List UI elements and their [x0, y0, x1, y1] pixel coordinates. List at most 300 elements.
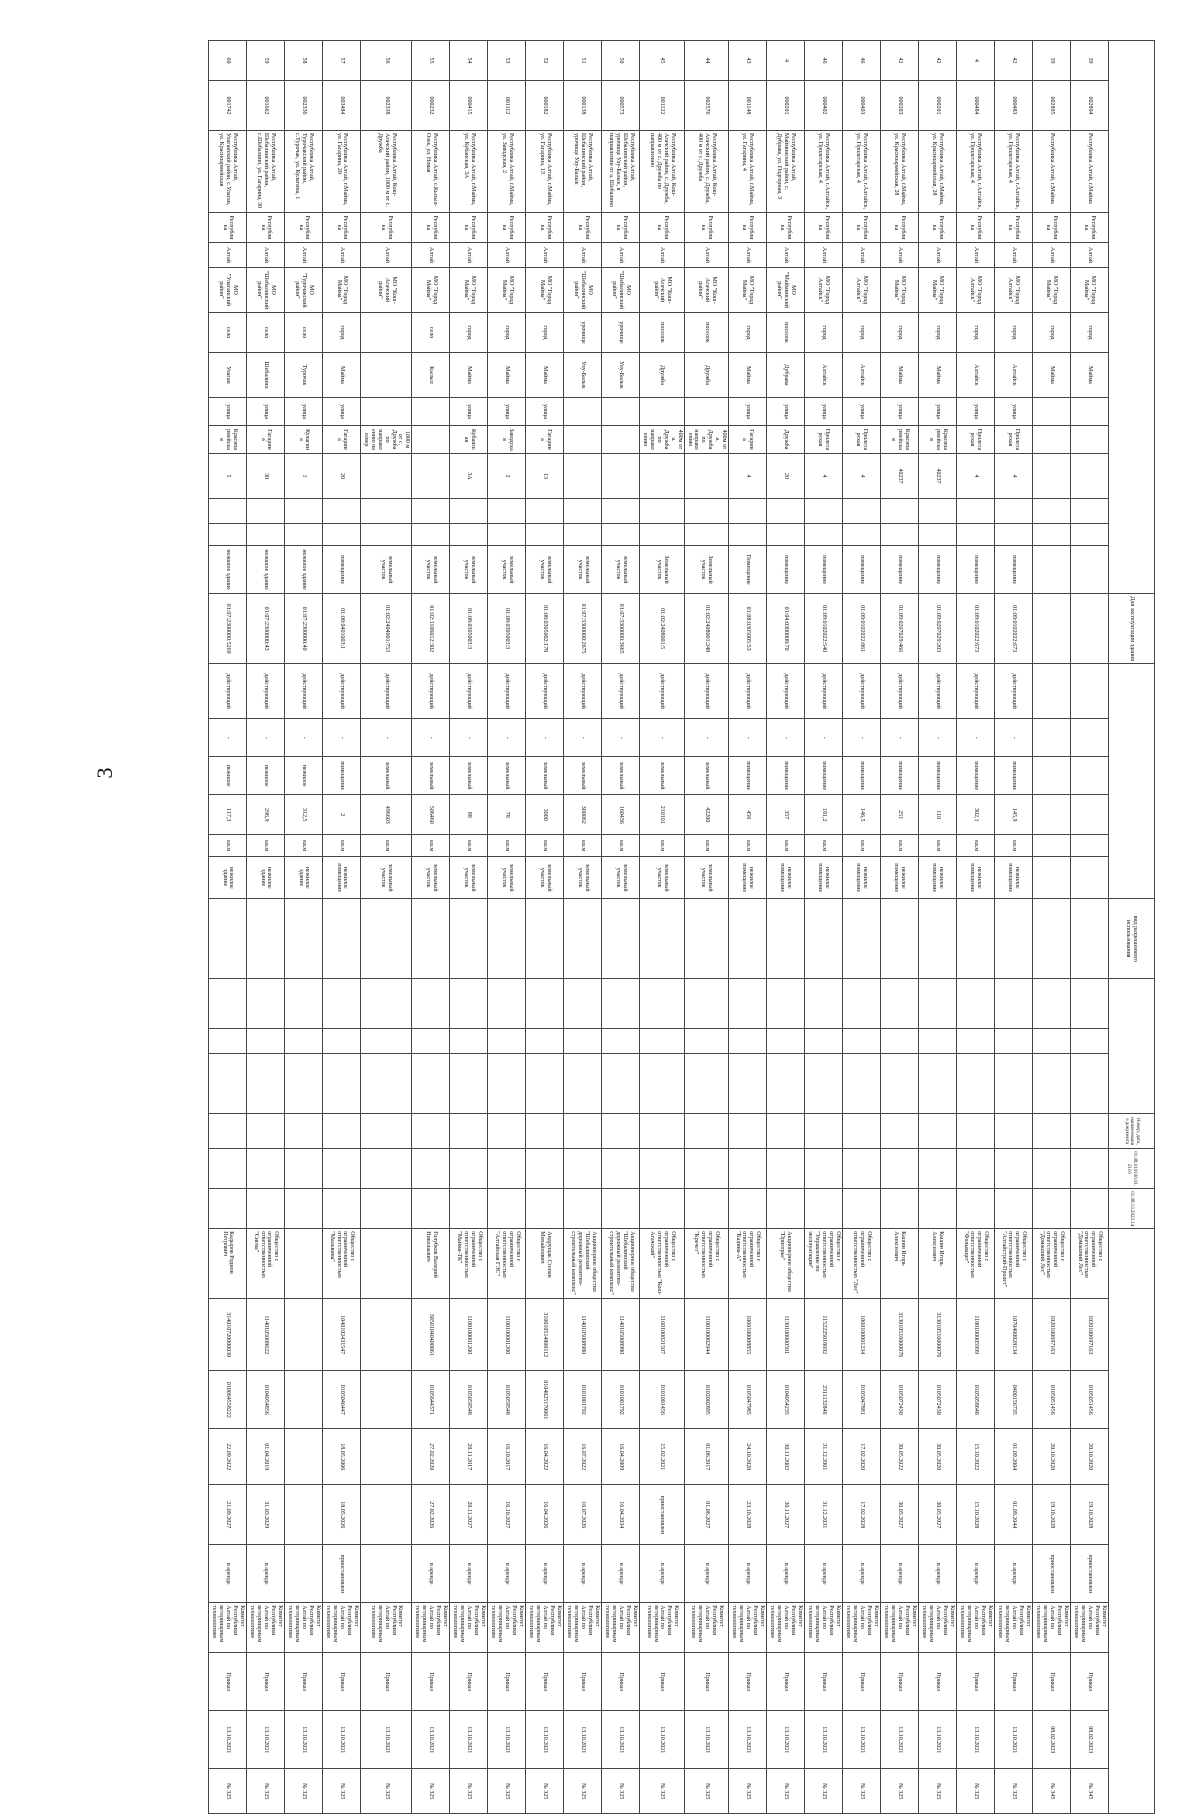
cell-n: 57: [323, 41, 361, 81]
cell-code: 001148: [729, 81, 767, 131]
cell-area_unit: [1033, 757, 1071, 795]
cell-city: Майма: [881, 353, 919, 398]
cell-date: 13.10.2021: [767, 1711, 805, 1769]
cell-obj: земельный участок: [361, 546, 412, 594]
cell-org: Комитет Республики Алтай по ветеринарным технологиям: [957, 1603, 995, 1653]
cell-areatype: кв.м: [526, 835, 564, 857]
empty-cell: [209, 1114, 247, 1149]
empty-cell: [767, 1029, 805, 1054]
cell-use: нежилое помещение: [881, 857, 919, 899]
cell-owner: Акционерное общество "Шебалинский дорожный ремонтно-строительный комплекс": [564, 1229, 602, 1299]
cell-area1: -: [323, 719, 361, 757]
cell-area: 456: [729, 795, 767, 835]
property-register-table: [208, 40, 1155, 1814]
cell-mo: МО "Город Майма": [1071, 268, 1109, 313]
empty-cell: [412, 1114, 450, 1149]
cell-term: в аренде: [767, 1545, 805, 1603]
cell-ogrn: [285, 1299, 323, 1371]
cell-no: № 325: [247, 1769, 285, 1814]
empty-cell: [412, 1149, 450, 1189]
empty-cell: [526, 1029, 564, 1054]
empty-cell: [805, 899, 843, 979]
cell-ogrn: 1100100001200: [450, 1299, 488, 1371]
cell-code: 000402: [805, 81, 843, 131]
cell-date: 13.10.2021: [412, 1711, 450, 1769]
empty-cell: [361, 1189, 412, 1229]
empty-cell: [1033, 899, 1071, 979]
cell-inn: 0105047985: [729, 1371, 767, 1429]
cell-stype: город: [1071, 313, 1109, 353]
cell-rep: Республика: [247, 213, 285, 243]
cell-street: [640, 454, 684, 499]
cell-no: № 325: [323, 1769, 361, 1814]
cell-reg: Алтай: [285, 243, 323, 268]
cell-code: 000201: [767, 81, 805, 131]
cell-no: № 325: [412, 1769, 450, 1814]
cell-d1: 30.11.2002: [767, 1429, 805, 1485]
cell-mo: МО "Шебалинский район": [564, 268, 602, 313]
cell-stype: город: [729, 313, 767, 353]
table-row: [450, 41, 488, 1814]
cell-area_unit: нежилое: [285, 757, 323, 795]
cell-org: Комитет Республики Алтай по ветеринарным технологиям: [602, 1603, 640, 1653]
cell-cad: 01:02:1106012:302: [412, 594, 450, 664]
empty-cell: [729, 899, 767, 979]
cell-use: земельный участок: [412, 857, 450, 899]
cell-addr: Республика Алтай, г.Алтайск, ул. Пролетарская, 4: [995, 131, 1033, 213]
empty-cell: [564, 1189, 602, 1229]
cell-addr: Республика Алтай, Кош-Агачский район, с. Дружба, 400 м от с. Дружба по направлению: [640, 131, 684, 213]
cell-rep: Республика: [1033, 213, 1071, 243]
cell-mo: МО "Город Майма": [488, 268, 526, 313]
empty-cell: [805, 1054, 843, 1114]
cell-cad: 01:02:2408001:5: [640, 594, 684, 664]
cell-pname: Пролетарская: [843, 426, 881, 454]
cell-mo: МО "Турочакский район": [285, 268, 323, 313]
cell-addr: Республика Алтай, г.Майма, ул. Красноармейская, 28: [919, 131, 957, 213]
cell-city: Улу-Балык: [564, 353, 602, 398]
cell-n: 39: [1033, 41, 1071, 81]
empty-cell: [767, 1189, 805, 1229]
empty-cell: [805, 1149, 843, 1189]
cell-use: земельный участок: [684, 857, 728, 899]
cell-area1: -: [412, 719, 450, 757]
empty-cell: [1071, 1189, 1109, 1229]
cell-org: Комитет Республики Алтай по ветеринарным технологиям: [361, 1603, 412, 1653]
cell-mo: МО "Город Майма": [881, 268, 919, 313]
empty-cell: [1033, 1029, 1071, 1054]
table-row: [843, 41, 881, 1814]
cell-status: действующий: [323, 664, 361, 719]
page-number: 3: [92, 767, 117, 779]
cell-owner: Общество с ограниченной ответственностью "Управление по эксплуатации": [805, 1229, 843, 1299]
cell-org: Комитет Республики Алтай по ветеринарным технологиям: [767, 1603, 805, 1653]
cell-num: [450, 499, 488, 524]
cell-owner: Общество с ограниченной ответственностью "Домашний Лес": [1071, 1229, 1109, 1299]
cell-stype: город: [323, 313, 361, 353]
cell-pname: [602, 426, 640, 454]
cell-ptype: улица: [995, 398, 1033, 426]
cell-street: 40237: [881, 454, 919, 499]
cell-use: нежилое помещение: [729, 857, 767, 899]
empty-cell: [1071, 979, 1109, 1029]
cell-d1: 27.02.2020: [412, 1429, 450, 1485]
cell-rep: Республика: [729, 213, 767, 243]
cell-area: 300062: [564, 795, 602, 835]
empty-cell: [412, 899, 450, 979]
cell-reg: Алтай: [995, 243, 1033, 268]
cell-mo: МО "Город Майма": [1033, 268, 1071, 313]
empty-cell: [1033, 1054, 1071, 1114]
cell-use: нежилое здание: [247, 857, 285, 899]
cell-area1: -: [843, 719, 881, 757]
cell-addr: Республика Алтай, г.Алтайск, ул. Пролетарская, 4: [843, 131, 881, 213]
cell-org: Комитет Республики Алтай по ветеринарным технологиям: [323, 1603, 361, 1653]
empty-cell: [412, 1029, 450, 1054]
cell-status: действующий: [526, 664, 564, 719]
cell-cad: [1033, 594, 1071, 664]
cell-term: в аренде: [729, 1545, 767, 1603]
cell-area_unit: помещение: [919, 757, 957, 795]
cell-reg: Алтай: [881, 243, 919, 268]
empty-cell: [361, 1114, 412, 1149]
cell-n: 44: [684, 41, 728, 81]
cell-area_unit: нежилое: [209, 757, 247, 795]
cell-pname: Пролетарская: [995, 426, 1033, 454]
empty-cell: [684, 899, 728, 979]
cell-d1: 16.10.2017: [488, 1429, 526, 1485]
cell-no: № 325: [285, 1769, 323, 1814]
cell-street: 4: [995, 454, 1033, 499]
cell-code: 000415: [450, 81, 488, 131]
cell-reg: Алтай: [602, 243, 640, 268]
cell-org: Комитет Республики Алтай по ветеринарным технологиям: [843, 1603, 881, 1653]
cell-obj: помещение: [957, 546, 995, 594]
cell-cad: 01:09:0207029:203: [919, 594, 957, 664]
cell-ogrn: 1060100008855: [729, 1299, 767, 1371]
cell-area1: -: [957, 719, 995, 757]
cell-num2: [640, 524, 684, 546]
empty-cell: [640, 1189, 684, 1229]
cell-cad: 01:09:0102022:673: [995, 594, 1033, 664]
cell-date: 13.10.2021: [805, 1711, 843, 1769]
cell-d1: 20.11.2017: [450, 1429, 488, 1485]
cell-code: 002895: [1033, 81, 1071, 131]
cell-city: Майма: [450, 353, 488, 398]
cell-ptype: [1033, 398, 1071, 426]
cell-city: Майма: [1071, 353, 1109, 398]
cell-d2: 27.02.2026: [412, 1485, 450, 1545]
cell-kind: Приказ: [919, 1653, 957, 1711]
cell-addr: Республика Алтай, г.Майма, ул. Гагарина, 20: [323, 131, 361, 213]
cell-area1: -: [488, 719, 526, 757]
cell-area: 110: [919, 795, 957, 835]
cell-num: [526, 499, 564, 524]
cell-areatype: кв.м: [640, 835, 684, 857]
cell-d2: 30.05.2027: [919, 1485, 957, 1545]
cell-owner: [361, 1229, 412, 1299]
empty-cell: [450, 1054, 488, 1114]
cell-term: в аренде: [209, 1545, 247, 1603]
cell-num2: [995, 524, 1033, 546]
empty-cell: [285, 1054, 323, 1114]
cell-rep: Республика: [323, 213, 361, 243]
cell-org: Комитет Республики Алтай по ветеринарным технологиям: [285, 1603, 323, 1653]
cell-ptype: [602, 398, 640, 426]
cell-mo: МО "Кош-Агачский район": [640, 268, 684, 313]
empty-cell: [450, 1149, 488, 1189]
cell-term: приостановлен: [1071, 1545, 1109, 1603]
cell-addr: Республика Алтай, Кош-Агачский район, 1000 м от с. Дружба: [361, 131, 412, 213]
cell-cad: 01:09:0102022:673: [957, 594, 995, 664]
cell-d1: 31.12.2001: [805, 1429, 843, 1485]
cell-area: [1033, 795, 1071, 835]
cell-area_unit: земельный: [684, 757, 728, 795]
cell-num2: [684, 524, 728, 546]
cell-term: в аренде: [412, 1545, 450, 1603]
cell-term: в аренде: [684, 1545, 728, 1603]
cell-area1: -: [729, 719, 767, 757]
cell-status: действующий: [640, 664, 684, 719]
cell-street: 40237: [919, 454, 957, 499]
cell-org: Комитет Республики Алтай по ветеринарным технологиям: [564, 1603, 602, 1653]
cell-areatype: кв.м: [995, 835, 1033, 857]
cell-areatype: кв.м: [450, 835, 488, 857]
cell-status: действующий: [285, 664, 323, 719]
cell-rep: Республика: [412, 213, 450, 243]
cell-areatype: кв.м: [412, 835, 450, 857]
cell-kind: Приказ: [729, 1653, 767, 1711]
cell-rep: Республика: [1071, 213, 1109, 243]
cell-num: [640, 499, 684, 524]
cell-num2: [602, 524, 640, 546]
cell-code: 001122: [640, 81, 684, 131]
cell-pname: Гагарина: [729, 426, 767, 454]
cell-area1: -: [805, 719, 843, 757]
cell-stype: село: [412, 313, 450, 353]
empty-cell: [684, 1029, 728, 1054]
cell-mo: МО "Шебалинский район": [247, 268, 285, 313]
cell-n: 45: [640, 41, 684, 81]
cell-d2: 18.05.2026: [323, 1485, 361, 1545]
cell-area: 296,9: [247, 795, 285, 835]
empty-cell: [488, 1114, 526, 1149]
table-row: [488, 41, 526, 1814]
cell-status: действующий: [919, 664, 957, 719]
cell-addr: Республика Алтай, г.Майма, ул. Гагарина, 4: [729, 131, 767, 213]
empty-cell: [805, 979, 843, 1029]
cell-obj: Помещение: [729, 546, 767, 594]
cell-use: земельный участок: [564, 857, 602, 899]
cell-area: 88: [450, 795, 488, 835]
empty-cell: [881, 1114, 919, 1149]
empty-cell: [767, 1054, 805, 1114]
cell-stype: поселок: [767, 313, 805, 353]
cell-d1: 22.09.2022: [209, 1429, 247, 1485]
cell-no: № 325: [602, 1769, 640, 1814]
cell-code: 000484: [957, 81, 995, 131]
cell-inn: 0105644371: [412, 1371, 450, 1429]
cell-d2: 19.10.2028: [1071, 1485, 1109, 1545]
empty-cell: [843, 979, 881, 1029]
cell-pname: Пролетарская: [957, 426, 995, 454]
empty-cell: [881, 1029, 919, 1054]
empty-cell: [450, 1029, 488, 1054]
empty-cell: [526, 1149, 564, 1189]
cell-addr: Республика Алтай, г.Майма, ул. Красноармейская, 28: [881, 131, 919, 213]
cell-rep: Республика: [361, 213, 412, 243]
cell-date: 13.10.2021: [361, 1711, 412, 1769]
cell-ptype: улица: [805, 398, 843, 426]
cell-obj: нежилое здание: [247, 546, 285, 594]
cell-pname: [564, 426, 602, 454]
cell-status: действующий: [361, 664, 412, 719]
cell-obj: помещение: [919, 546, 957, 594]
purpose-value-cell: Для эксплуатации здания: [1109, 594, 1155, 664]
cell-rep: Республика: [526, 213, 564, 243]
cell-mo: МО "Город Майма": [729, 268, 767, 313]
cell-date: 13.10.2021: [640, 1711, 684, 1769]
cell-obj: помещение: [843, 546, 881, 594]
empty-cell: [1071, 1054, 1109, 1114]
cell-rep: Республика: [684, 213, 728, 243]
cell-ptype: [564, 398, 602, 426]
cell-num: [919, 499, 957, 524]
cell-city: Дружба: [684, 353, 728, 398]
cell-city: Дружба: [640, 353, 684, 398]
cell-n: 55: [412, 41, 450, 81]
cell-cad: 01:02:2404001:753: [361, 594, 412, 664]
cell-ogrn: 1180100005999: [957, 1299, 995, 1371]
empty-cell: [488, 1029, 526, 1054]
cell-n: 52: [526, 41, 564, 81]
cell-mo: МО "Город Алтайск": [843, 268, 881, 313]
cell-area1: -: [602, 719, 640, 757]
cell-no: № 325: [805, 1769, 843, 1814]
cell-inn: [285, 1371, 323, 1429]
cell-owner: Общество с ограниченной ответственностью "Алтайская ГЭС": [488, 1229, 526, 1299]
cell-d1: 18.05.2006: [323, 1429, 361, 1485]
cell-area1: -: [881, 719, 919, 757]
cell-status: действующий: [488, 664, 526, 719]
empty-cell: [323, 979, 361, 1029]
cell-num: [767, 499, 805, 524]
cell-pname: Кулагина: [285, 426, 323, 454]
cell-stype: город: [488, 313, 526, 353]
cell-org: Комитет Республики Алтай по ветеринарным технологиям: [919, 1603, 957, 1653]
cell-no: № 325: [450, 1769, 488, 1814]
cell-code: 003484: [323, 81, 361, 131]
cell-num: [488, 499, 526, 524]
cell-reg: Алтай: [488, 243, 526, 268]
empty-cell: [729, 1054, 767, 1114]
empty-cell: [640, 1149, 684, 1189]
cell-n: 56: [361, 41, 412, 81]
cell-addr: Республика Алтай, г.Майма, ул. Кубанская, 3А: [450, 131, 488, 213]
cell-area: 357: [767, 795, 805, 835]
cell-owner: Общество с ограниченной ответственностью "Калина-А": [729, 1229, 767, 1299]
cell-area: 496603: [361, 795, 412, 835]
cell-num2: [247, 524, 285, 546]
cell-status: действующий: [729, 664, 767, 719]
cell-org: Комитет Республики Алтай по ветеринарным технологиям: [247, 1603, 285, 1653]
empty-cell: [285, 1114, 323, 1149]
empty-cell: [995, 1029, 1033, 1054]
cell-stype: поселок: [684, 313, 728, 353]
cell-pname: Гагарина: [526, 426, 564, 454]
cell-ogrn: 1140105008622: [247, 1299, 285, 1371]
cell-d2: 17.02.2028: [843, 1485, 881, 1545]
cell-reg: Алтай: [361, 243, 412, 268]
cell-inn: 0102002895: [684, 1371, 728, 1429]
empty-cell: [602, 979, 640, 1029]
table-row: [247, 41, 285, 1814]
cell-n: 59: [247, 41, 285, 81]
cell-areatype: кв.м: [919, 835, 957, 857]
cell-use: нежилое помещение: [919, 857, 957, 899]
cell-pname: Дружба: [767, 426, 805, 454]
cell-area1: -: [919, 719, 957, 757]
table-row: [995, 41, 1033, 1814]
cell-cad: 01:07:3300000:2675: [564, 594, 602, 664]
cell-reg: Алтай: [957, 243, 995, 268]
empty-cell: [640, 1029, 684, 1054]
empty-cell: [957, 899, 995, 979]
cell-addr: Республика Алтай, Шебалинский район, урочище Улу-Балык: [564, 131, 602, 213]
cell-city: Кызыл: [412, 353, 450, 398]
cell-kind: Приказ: [209, 1653, 247, 1711]
cell-status: [1071, 664, 1109, 719]
cell-d1: 15.10.2022: [957, 1429, 995, 1485]
empty-cell: [843, 1149, 881, 1189]
cell-city: Турочак: [285, 353, 323, 398]
cell-cad: 01:08:0305005:53: [729, 594, 767, 664]
cell-ptype: [361, 398, 412, 426]
table-row: [881, 41, 919, 1814]
empty-cell: [323, 1029, 361, 1054]
cell-reg: Алтай: [1071, 243, 1109, 268]
cell-ptype: [684, 398, 728, 426]
cell-kind: Приказ: [602, 1653, 640, 1711]
empty-cell: [285, 979, 323, 1029]
cell-pname: Пролетарская: [805, 426, 843, 454]
cell-area_unit: помещение: [995, 757, 1033, 795]
empty-cell: [1071, 899, 1109, 979]
cell-area: 302,1: [957, 795, 995, 835]
cell-rep: Республика: [285, 213, 323, 243]
table-row: [767, 41, 805, 1814]
cell-city: Улу-Балык: [602, 353, 640, 398]
cell-stype: село: [209, 313, 247, 353]
cell-n: 50: [602, 41, 640, 81]
cell-term: в аренде: [640, 1545, 684, 1603]
cell-area_unit: помещение: [843, 757, 881, 795]
cell-rep: Республика: [843, 213, 881, 243]
cell-obj: [1033, 546, 1071, 594]
cell-use: нежилое помещение: [805, 857, 843, 899]
empty-cell: [247, 979, 285, 1029]
cell-owner: Акционерное общество "Шебалинский дорожный ремонтно-строительный комплекс": [602, 1229, 640, 1299]
cell-reg: Алтай: [684, 243, 728, 268]
cell-area1: [1033, 719, 1071, 757]
cell-rep: Республика: [995, 213, 1033, 243]
cell-pname: Кубанская: [450, 426, 488, 454]
cell-area: 145,9: [995, 795, 1033, 835]
cell-kind: Приказ: [881, 1653, 919, 1711]
cell-date: 13.10.2021: [881, 1711, 919, 1769]
table-row: [361, 41, 412, 1814]
empty-cell: [919, 899, 957, 979]
